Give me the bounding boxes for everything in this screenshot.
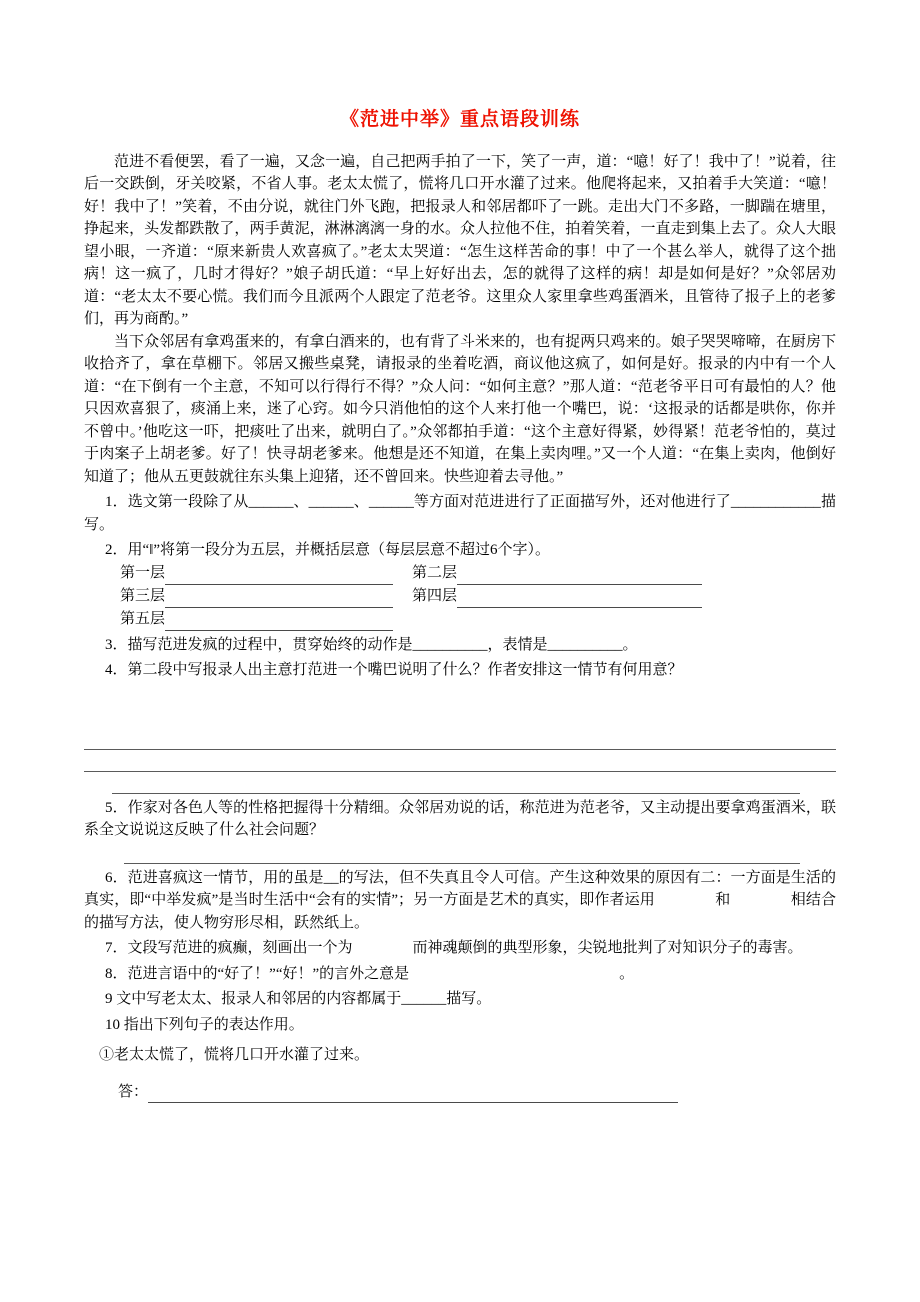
layer-2-label: 第二层: [412, 565, 458, 581]
question-5-answer-line: [124, 842, 800, 864]
worksheet-title: 《范进中举》重点语段训练: [339, 109, 580, 130]
layer-2-blank: [457, 568, 702, 585]
question-7: 7．文段写范进的疯癫，刻画出一个为 而神魂颠倒的典型形象，尖锐地批判了对知识分子的毒害。: [105, 940, 803, 956]
question-4-answer-line-2: [84, 750, 836, 772]
question-3: 3．描写范进发疯的过程中，贯穿始终的动作是__________，表情是__________。: [105, 636, 638, 653]
question-5: 5．作家对各色人等的性格把握得十分精细。众邻居劝说的话，称范进为范老爷，又主动提出要拿鸡蛋酒米，联系全文说说这反映了什么社会问题？: [84, 799, 836, 838]
layer-5-label: 第五层: [120, 611, 166, 627]
layer-row-1: [120, 562, 836, 585]
question-10: 10 指出下列句子的表达作用。: [105, 1016, 304, 1033]
layer-2: [412, 562, 702, 585]
question-9: 9 文中写老太太、报录人和邻居的内容都属于______描写。: [105, 991, 492, 1007]
layer-1-blank: [165, 568, 393, 585]
layer-5-blank: [165, 614, 393, 631]
question-4-answer-line-3: [112, 772, 800, 794]
question-4-answer-line-1: [84, 728, 836, 750]
answer-label: 答：: [118, 1083, 149, 1100]
layer-4: [412, 585, 702, 608]
passage-paragraph-1: 范进不看便罢，看了一遍，又念一遍，自己把两手拍了一下，笑了一声，道：“噫！好了！我中了！”说着，往后一交跌倒，牙关咬紧，不省人事。老太太慌了，慌将几口开水灌了过来。他爬将起来，又拍着手大笑道：“噫！好！我中了！”笑着，不由分说，就往门外飞跑，把报录人和邻居都吓了一跳。走出大门不多路，一脚踹在塘里，挣起来，头发都跌散了，两手黄泥，淋淋漓漓一身的水。众人拉他不住，拍着笑着，一直走到集上去了。众人大眼望小眼，一齐道：“原来新贵人欢喜疯了。”老太太哭道：“怎生这样苦命的事！中了一个甚么举人，就得了这个拙病！这一疯了，几时才得好？”娘子胡氏道：“早上好好出去，怎的就得了这样的病！却是如何是好？”众邻居劝道：“老太太不要心慌。我们而今且派两个人跟定了范老爷。这里众人家里拿些鸡蛋酒米，且管待了报子上的老爹们，再为商酌。”: [84, 153, 836, 327]
question-2: 2．用“‖”将第一段分为五层，并概括层意（每层层意不超过6个字）。: [105, 542, 551, 558]
layer-3: [120, 585, 412, 608]
layer-3-label: 第三层: [120, 588, 166, 604]
question-8: 8．范进言语中的“好了！”“好！”的言外之意是 。: [105, 965, 635, 982]
question-2-layer-blanks: [84, 562, 836, 631]
layer-row-2: [120, 585, 836, 608]
question-6: 6．范进喜疯这一情节，用的虽是__的写法，但不失真且令人可信。产生这种效果的原因有二：一方面是生活的真实，即“中举发疯”是当时生活中“会有的实情”；另一方面是艺术的真实，即作者运用 和 相结合的描写方法，使人物穷形尽相，跃然纸上。: [84, 869, 836, 931]
passage-paragraph-2: 当下众邻居有拿鸡蛋来的，有拿白酒来的，也有背了斗米来的，也有捉两只鸡来的。娘子哭哭啼啼，在厨房下收拾齐了，拿在草棚下。邻居又搬些桌凳，请报录的坐着吃酒，商议他这疯了，如何是好。报录的内中有一个人道：“在下倒有一个主意，不知可以行得行不得？”众人问：“如何主意？”那人道：“范老爷平日可有最怕的人？他只因欢喜狠了，痰涌上来，迷了心窍。如今只消他怕的这个人来打他一个嘴巴，说：‘这报录的话都是哄你，你并不曾中。’他吃这一吓，把痰吐了出来，就明白了。”众邻都拍手道：“这个主意好得紧，妙得紧！范老爷怕的，莫过于肉案子上胡老爹。好了！快寻胡老爹来。他想是还不知道，在集上卖肉哩。”又一个人道：“在集上卖肉，他倒好知道了；他从五更鼓就往东头集上迎猪，还不曾回来。快些迎着去寻他。”: [84, 333, 836, 485]
layer-3-blank: [165, 591, 393, 608]
layer-4-label: 第四层: [412, 588, 458, 604]
layer-row-3: [120, 608, 836, 631]
question-10-answer-blank: [148, 1086, 678, 1103]
question-10-sub-1: ①老太太慌了，慌将几口开水灌了过来。: [99, 1047, 370, 1063]
layer-1-label: 第一层: [120, 565, 166, 581]
layer-5: [120, 608, 412, 631]
question-1: 1．选文第一段除了从______、______、______等方面对范进进行了正面描写外，还对他进行了____________描写。: [84, 494, 836, 533]
question-4: 4．第二段中写报录人出主意打范进一个嘴巴说明了什么？作者安排这一情节有何用意？: [105, 662, 683, 678]
question-10-answer-row: [84, 1081, 836, 1104]
layer-1: [120, 562, 412, 585]
layer-4-blank: [457, 591, 702, 608]
